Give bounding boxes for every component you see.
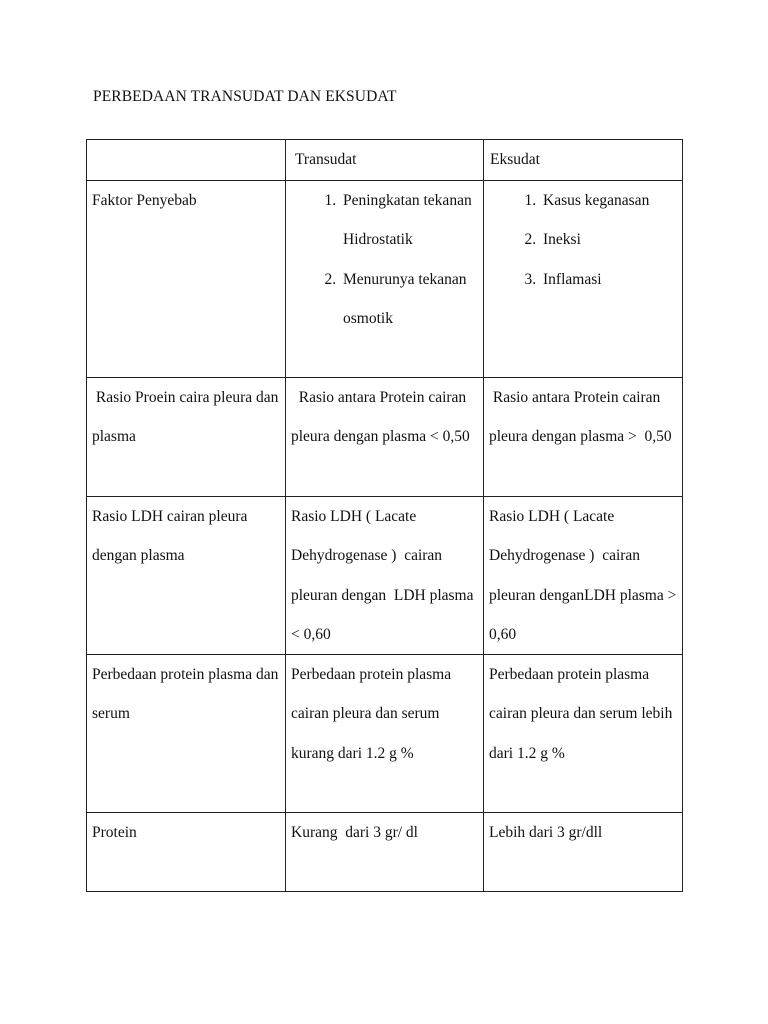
table-row [87,378,683,497]
cell-transudat-rasio-ldh: Rasio LDH ( Lacate Dehydrogenase ) cairan pleuran dengan LDH plasma < 0,60 [286,497,484,655]
cell-transudat-protein: Kurang dari 3 gr/ dl [286,813,484,892]
list-item: 3. Inflamasi [540,260,677,299]
list-item: 1. Peningkatan tekanan Hidrostatik [340,181,478,260]
cell-transudat-perbedaan-protein: Perbedaan protein plasma cairan pleura dan serum kurang dari 1.2 g % [286,655,484,813]
header-cell-transudat: Transudat [286,140,484,181]
transudat-cause-list [291,181,478,338]
cell-transudat-faktor [286,181,484,378]
comparison-table [86,139,683,892]
row-label-protein: Protein [87,813,286,892]
cell-eksudat-rasio-ldh: Rasio LDH ( Lacate Dehydrogenase ) cairan pleuran denganLDH plasma > 0,60 [484,497,683,655]
table-header-row [87,140,683,181]
cell-eksudat-rasio-protein: Rasio antara Protein cairan pleura dengan plasma > 0,50 [484,378,683,497]
list-item: 2. Ineksi [540,220,677,259]
table-row [87,813,683,892]
cell-eksudat-perbedaan-protein: Perbedaan protein plasma cairan pleura dan serum lebih dari 1.2 g % [484,655,683,813]
list-item: 2. Menurunya tekanan osmotik [340,260,478,339]
table-row [87,655,683,813]
row-label-perbedaan-protein: Perbedaan protein plasma dan serum [87,655,286,813]
header-cell-eksudat: Eksudat [484,140,683,181]
eksudat-cause-list [489,181,677,299]
cell-eksudat-faktor [484,181,683,378]
table-row [87,497,683,655]
header-cell-empty [87,140,286,181]
list-item: 1. Kasus keganasan [540,181,677,220]
table-row [87,181,683,378]
document-title: PERBEDAAN TRANSUDAT DAN EKSUDAT [93,88,397,105]
row-label-faktor-penyebab: Faktor Penyebab [87,181,286,378]
cell-eksudat-protein: Lebih dari 3 gr/dll [484,813,683,892]
row-label-rasio-ldh: Rasio LDH cairan pleura dengan plasma [87,497,286,655]
cell-transudat-rasio-protein: Rasio antara Protein cairan pleura dengan plasma < 0,50 [286,378,484,497]
row-label-rasio-protein: Rasio Proein caira pleura dan plasma [87,378,286,497]
